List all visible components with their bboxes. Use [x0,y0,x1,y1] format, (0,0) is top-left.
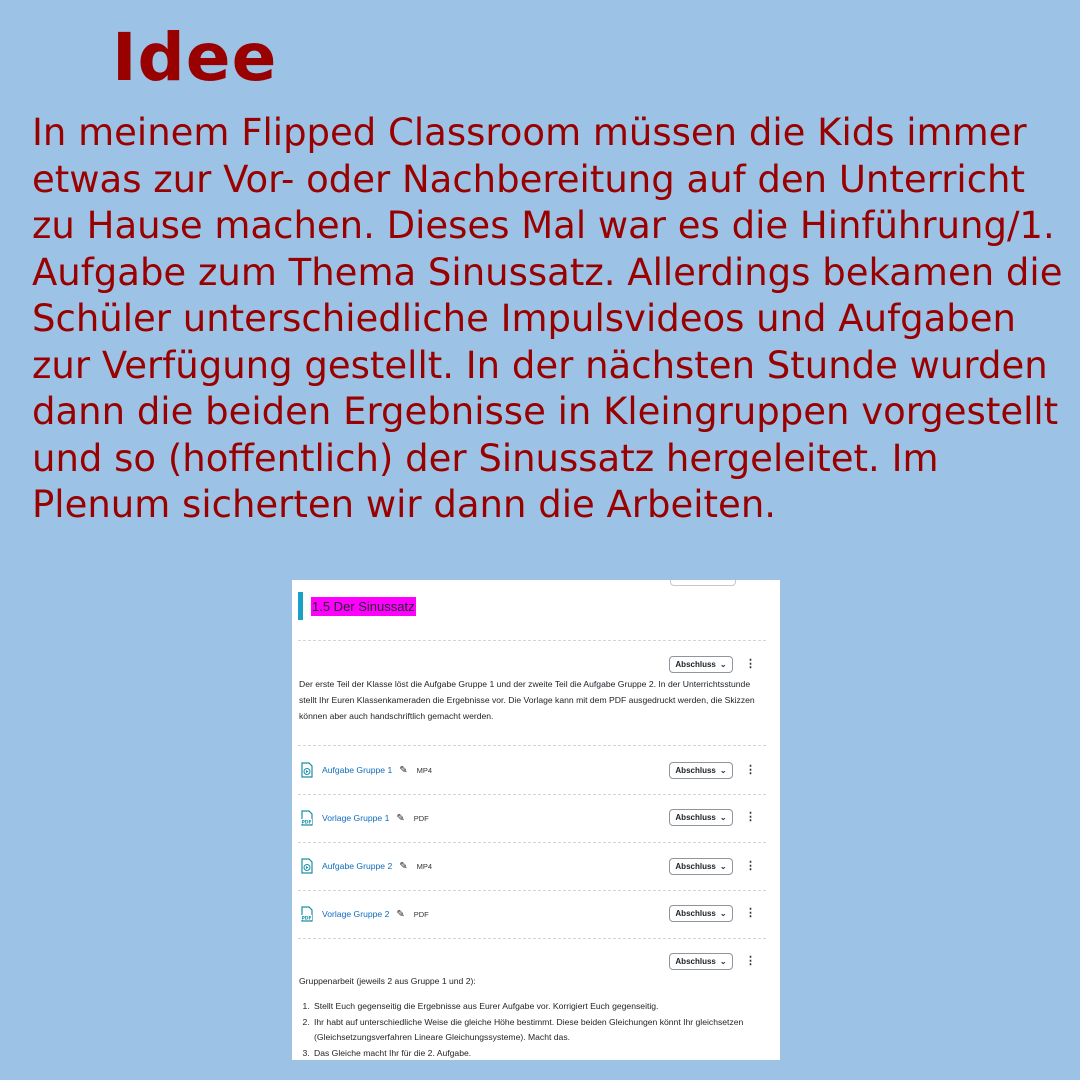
divider [298,640,766,641]
svg-text:PDF: PDF [301,820,312,826]
pencil-icon[interactable]: ✎ [396,908,405,920]
kebab-menu-icon[interactable]: ⋮ [745,860,756,872]
group-work-text: Gruppenarbeit (jeweils 2 aus Gruppe 1 und 2): [299,976,476,986]
resource-row [300,856,432,876]
resource-type: MP4 [416,861,433,871]
completion-label: Abschluss [675,862,716,871]
resource-link[interactable]: Aufgabe Gruppe 2 [322,861,393,871]
completion-dropdown[interactable] [669,762,733,779]
kebab-menu-icon[interactable]: ⋮ [745,811,756,823]
section-header [298,592,416,620]
kebab-menu-icon[interactable]: ⋮ [745,658,756,670]
chevron-down-icon: ⌄ [719,909,727,918]
svg-text:PDF: PDF [301,916,312,922]
chevron-down-icon: ⌄ [719,813,727,822]
video-file-icon [300,762,314,778]
pencil-icon[interactable]: ✎ [396,812,405,824]
kebab-menu-icon[interactable]: ⋮ [745,955,756,967]
resource-row [300,760,432,780]
kebab-menu-icon[interactable]: ⋮ [745,907,756,919]
completion-label: Abschluss [675,660,716,669]
pencil-icon[interactable]: ✎ [399,764,408,776]
list-item: 1. Stellt Euch gegenseitig die Ergebnisse aus Eurer Aufgabe vor. Korrigiert Euch gegenseitig. [312,999,780,1015]
completion-label: Abschluss [675,909,716,918]
completion-dropdown[interactable] [669,809,733,826]
intro-text: In meinem Flipped Classroom müssen die Kids immer etwas zur Vor- oder Nachbereitung auf den Unterricht zu Hause machen. Dieses Mal war es die Hinführung/1. Aufgabe zum Thema Sinussatz. Allerdings bekamen die Schüler unterschiedliche Impulsvideos und Aufgaben zur Verfügung gestellt. In der nächsten Stunde wurden dann die beiden Ergebnisse in Kleingruppen vorgestellt und so (hoffentlich) der Sinussatz hergeleitet. Im Plenum sicherten wir dann die Arbeiten. [32,111,1063,526]
video-file-icon [300,858,314,874]
resource-type: MP4 [416,765,433,775]
resource-link[interactable]: Vorlage Gruppe 2 [322,909,390,919]
pencil-icon[interactable]: ✎ [399,860,408,872]
section-description: Der erste Teil der Klasse löst die Aufgabe Gruppe 1 und der zweite Teil die Aufgabe Gruppe 2. In der Unterrichtsstunde stellt Ihr Euren Klassenkameraden die Ergebnisse vor. Die Vorlage kann mit dem PDF ausgedruckt werden, die Skizzen können aber auch handschriftlich gemacht werden. [299,679,755,721]
pdf-file-icon [300,810,314,826]
steps-list [299,999,780,1060]
completion-dropdown[interactable] [669,656,733,673]
section-accent-bar [298,592,303,620]
completion-label: Abschluss [675,766,716,775]
chevron-down-icon: ⌄ [719,957,727,966]
resource-type: PDF [413,909,429,919]
resource-link[interactable]: Aufgabe Gruppe 1 [322,765,393,775]
kebab-menu-icon[interactable]: ⋮ [745,764,756,776]
completion-dropdown[interactable] [669,858,733,875]
resource-type: PDF [413,813,429,823]
chevron-down-icon: ⌄ [719,862,727,871]
divider [298,794,766,795]
list-item: 2. Ihr habt auf unterschiedliche Weise die gleiche Höhe bestimmt. Diese beiden Gleichungen könnt Ihr gleichsetzen (Gleichsetzungsverfahren Lineare Gleichungssysteme). Macht das. [312,1015,780,1046]
divider [298,938,766,939]
list-item: 3. Das Gleiche macht Ihr für die 2. Aufgabe. [312,1046,780,1061]
resource-link[interactable]: Vorlage Gruppe 1 [322,813,390,823]
resource-row [300,808,429,828]
chevron-down-icon: ⌄ [719,766,727,775]
completion-label: Abschluss [675,813,716,822]
resource-row [300,904,429,924]
cut-off-button[interactable] [670,580,736,586]
divider [298,890,766,891]
slide-title: Idee [112,19,278,96]
completion-dropdown[interactable] [669,953,733,970]
divider [298,842,766,843]
completion-label: Abschluss [675,957,716,966]
chevron-down-icon: ⌄ [719,660,727,669]
divider [298,745,766,746]
section-title[interactable]: 1.5 Der Sinussatz [312,598,415,614]
pdf-file-icon [300,906,314,922]
completion-dropdown[interactable] [669,905,733,922]
course-screenshot [292,580,780,1060]
